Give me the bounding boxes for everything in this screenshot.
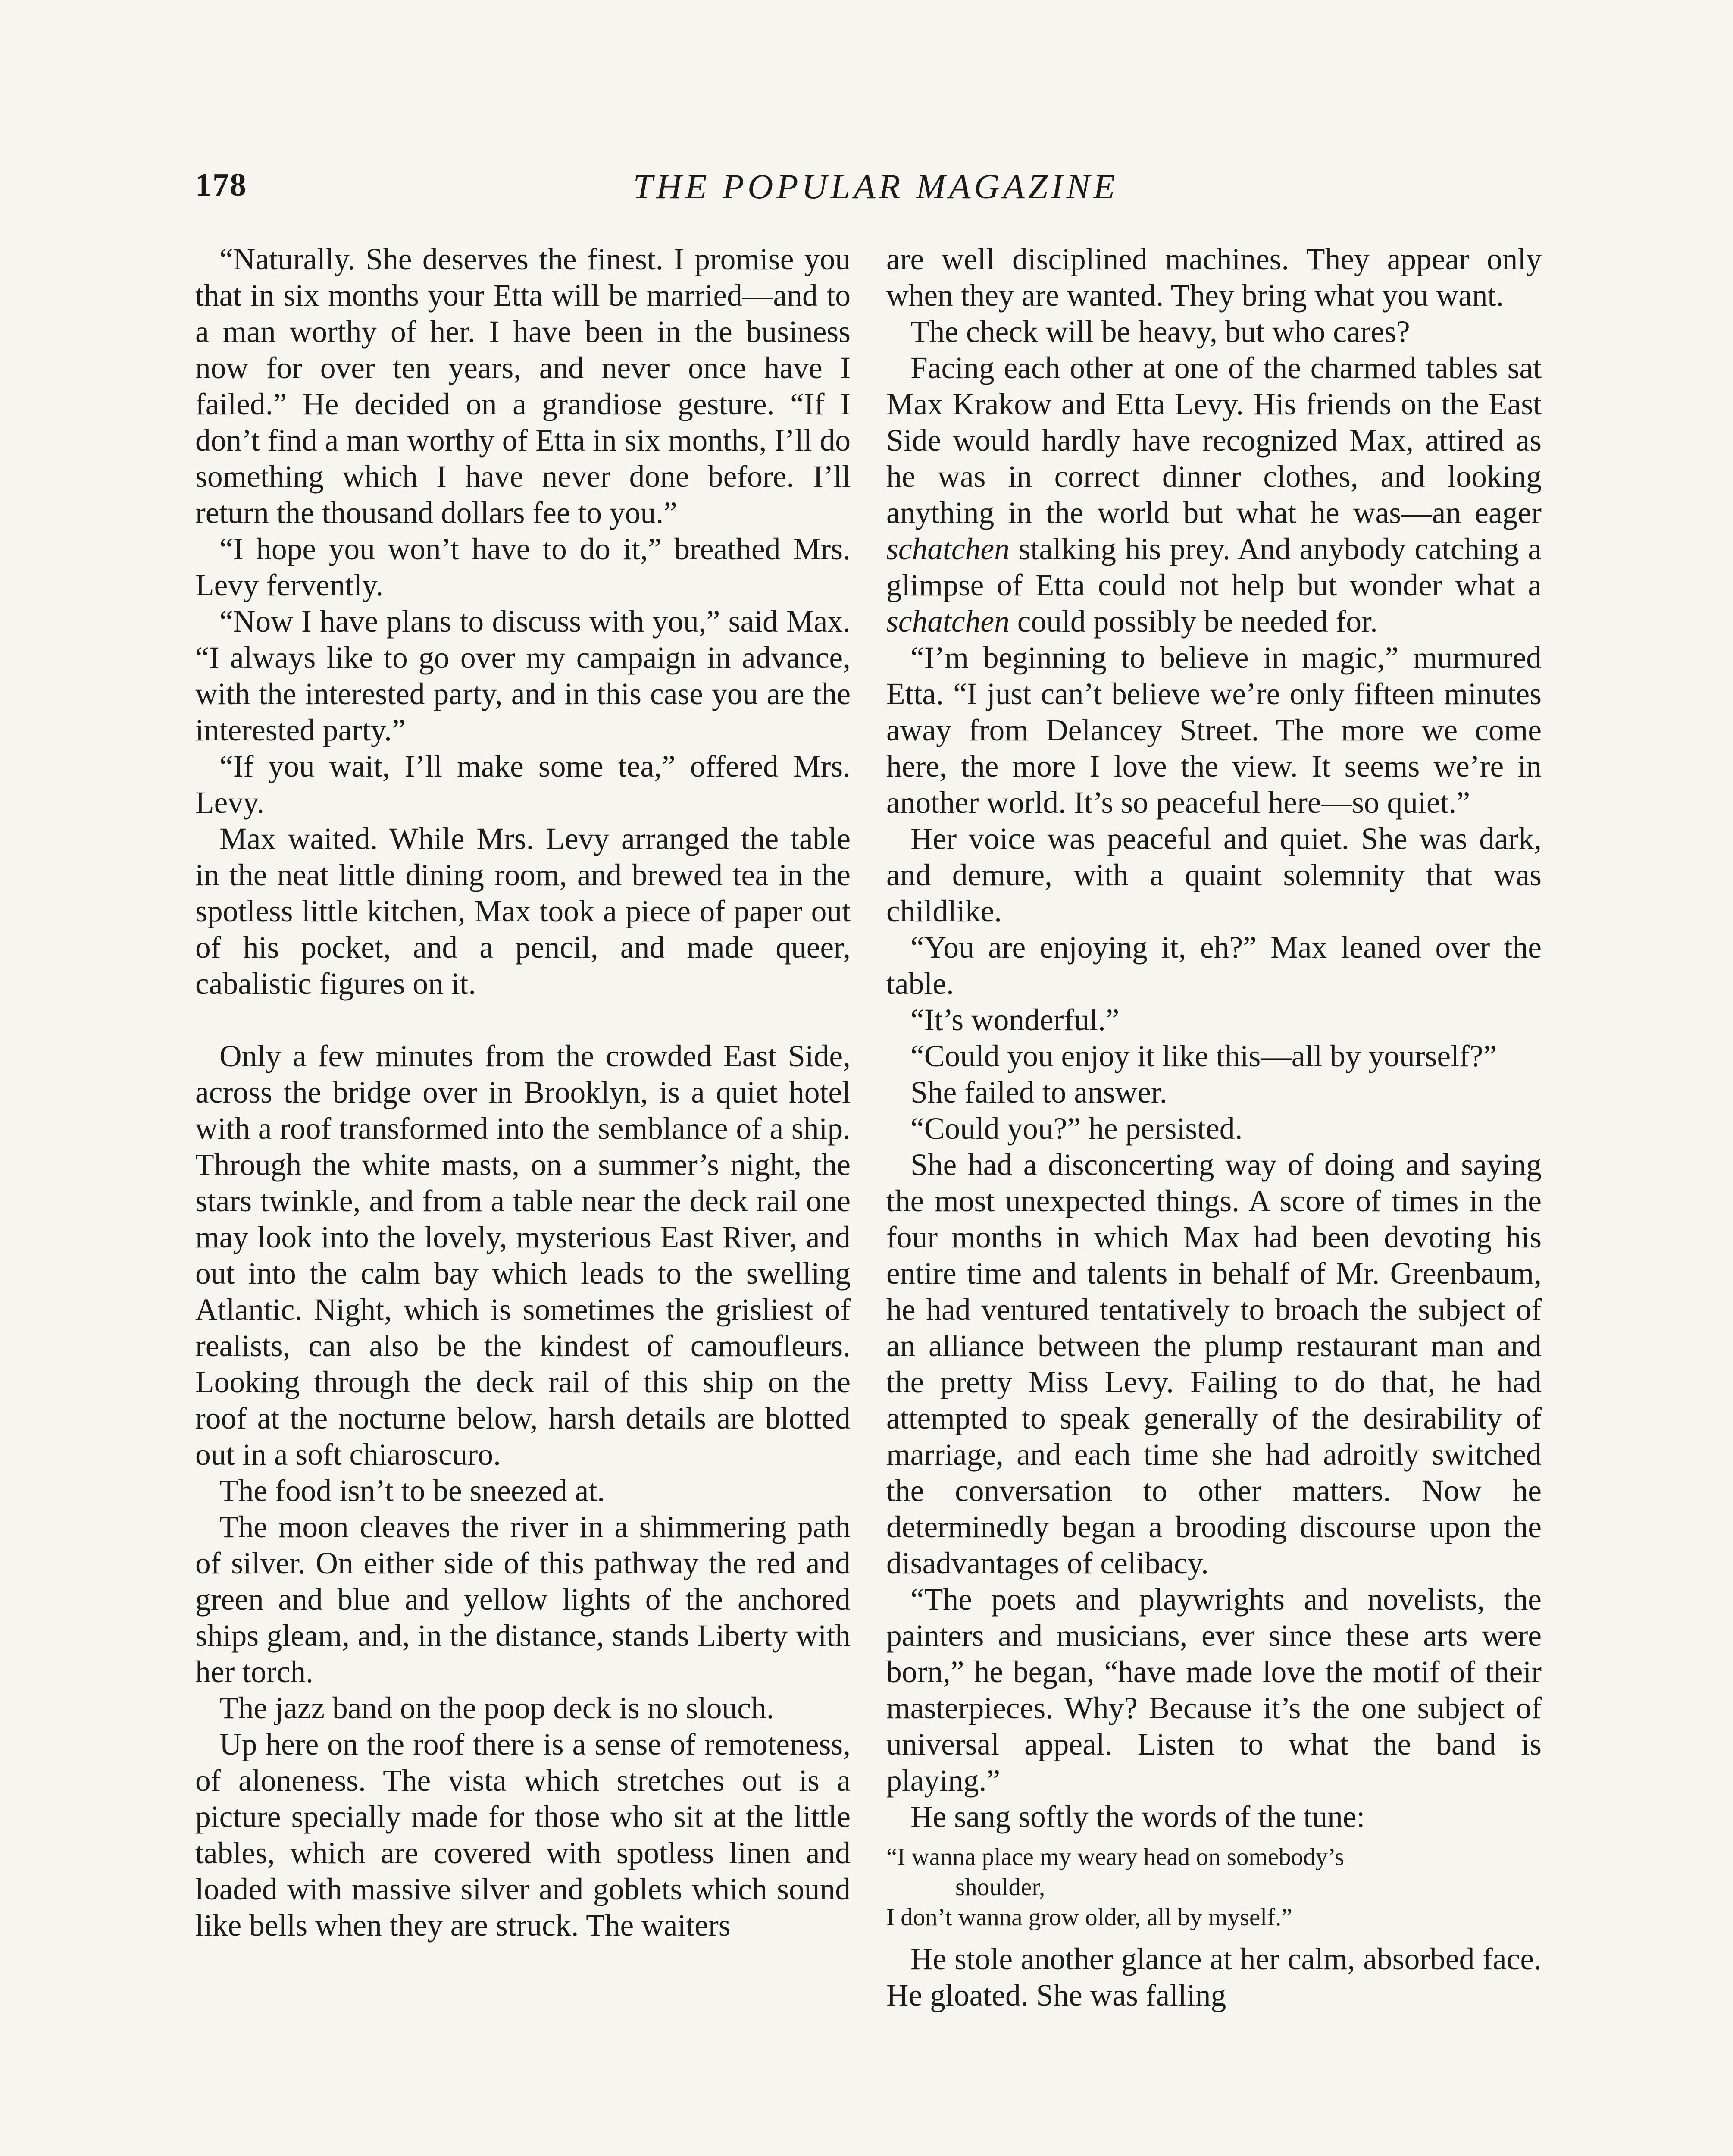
paragraph: are well disciplined machines. They appear only when they are wanted. They bring what you want. bbox=[886, 242, 1542, 313]
paragraph: “I hope you won’t have to do it,” breathed Mrs. Levy fervently. bbox=[195, 532, 851, 602]
right-column bbox=[886, 241, 1542, 2014]
paragraph: Her voice was peaceful and quiet. She was dark, and demure, with a quaint solemnity that was childlike. bbox=[886, 822, 1542, 928]
paragraph: He sang softly the words of the tune: bbox=[910, 1800, 1365, 1834]
paragraph: The moon cleaves the river in a shimmering path of silver. On either side of this pathway the red and green and blue and yellow lights of the anchored ships gleam, and, in the distance, stands Liberty with her torch. bbox=[195, 1510, 851, 1689]
page-number: 178 bbox=[195, 167, 247, 203]
paragraph: Only a few minutes from the crowded East Side, across the bridge over in Brooklyn, is a quiet hotel with a roof transformed into the semblance of a ship. Through the white masts, on a summer’s night, the stars twinkle, and from a table near the deck rail one may look into the lovely, mysterious East River, and out into the calm bay which leads to the swelling Atlantic. Night, which is sometimes the grisliest of realists, can also be the kindest of camoufleurs. Looking through the deck rail of this ship on the roof at the nocturne below, harsh details are blotted out in a soft chiaroscuro. bbox=[195, 1039, 851, 1472]
paragraph: The food isn’t to be sneezed at. bbox=[219, 1474, 605, 1508]
paragraph: She failed to answer. bbox=[910, 1075, 1167, 1109]
left-column bbox=[195, 241, 851, 1944]
paragraph: “You are enjoying it, eh?” Max leaned over the table. bbox=[886, 931, 1542, 1001]
song-verse bbox=[886, 1842, 1542, 1933]
verse-line: I don’t wanna grow older, all by myself.” bbox=[886, 1904, 1292, 1931]
paragraph: She had a disconcerting way of doing and saying the most unexpected things. A score of times in the four months in which Max had been devoting his entire time and talents in behalf of Mr. Greenbaum, he had ventured tentatively to broach the subject of an alliance between the plump restaurant man and the pretty Miss Levy. Failing to do that, he had attempted to speak generally of the desirability of marriage, and each time she had adroitly switched the conversation to other matters. Now he determinedly began a brooding discourse upon the disadvantages of celibacy. bbox=[886, 1148, 1542, 1580]
paragraph: He stole another glance at her calm, absorbed face. He gloated. She was falling bbox=[886, 1942, 1542, 2012]
paragraph: “The poets and playwrights and novelists, the painters and musicians, ever since these arts were born,” he began, “have made love the motif of their masterpieces. Why? Because it’s the one subject of universal appeal. Listen to what the band is playing.” bbox=[886, 1583, 1542, 1798]
running-head: THE POPULAR MAGAZINE bbox=[633, 167, 1119, 206]
paragraph: “Now I have plans to discuss with you,” said Max. “I always like to go over my campaign in advance, with the interested party, and in this case you are the interested party.” bbox=[195, 605, 851, 747]
paragraph: The jazz band on the poop deck is no slouch. bbox=[219, 1691, 774, 1725]
page-header bbox=[195, 156, 1556, 212]
paragraph: Facing each other at one of the charmed tables sat Max Krakow and Etta Levy. His friends on the East Side would hardly have recognized Max, attired as he was in correct dinner clothes, and looking anything in the world but what he was—an eager schatchen stalking his prey. And anybody catching a glimpse of Etta could not help but wonder what a schatchen could possibly be needed for. bbox=[886, 351, 1542, 639]
paragraph: “Naturally. She deserves the finest. I promise you that in six months your Etta will be married—and to a man worthy of her. I have been in the business now for over ten years, and never once have I failed.” He decided on a grandiose gesture. “If I don’t find a man worthy of Etta in six months, I’ll do something which I have never done before. I’ll return the thousand dollars fee to you.” bbox=[195, 242, 851, 530]
paragraph: “It’s wonderful.” bbox=[910, 1003, 1120, 1037]
paragraph: “I’m beginning to believe in magic,” murmured Etta. “I just can’t believe we’re only fifteen minutes away from Delancey Street. The more we come here, the more I love the view. It seems we’re in another world. It’s so peaceful here—so quiet.” bbox=[886, 641, 1542, 820]
verse-line: “I wanna place my weary head on somebody’s bbox=[886, 1843, 1345, 1871]
paragraph: “If you wait, I’ll make some tea,” offered Mrs. Levy. bbox=[195, 749, 851, 820]
paragraph: The check will be heavy, but who cares? bbox=[910, 315, 1410, 349]
paragraph: Up here on the roof there is a sense of remoteness, of aloneness. The vista which stretches out is a picture specially made for those who sit at the little tables, which are covered with spotless linen and loaded with massive silver and goblets which sound like bells when they are struck. The waiters bbox=[195, 1727, 851, 1943]
verse-line: shoulder, bbox=[955, 1874, 1045, 1901]
paragraph: “Could you?” he persisted. bbox=[910, 1112, 1243, 1146]
paragraph: Max waited. While Mrs. Levy arranged the table in the neat little dining room, and brewed tea in the spotless little kitchen, Max took a piece of paper out of his pocket, and a pencil, and made queer, cabalistic figures on it. bbox=[195, 822, 851, 1001]
paragraph: “Could you enjoy it like this—all by yourself?” bbox=[910, 1039, 1497, 1073]
